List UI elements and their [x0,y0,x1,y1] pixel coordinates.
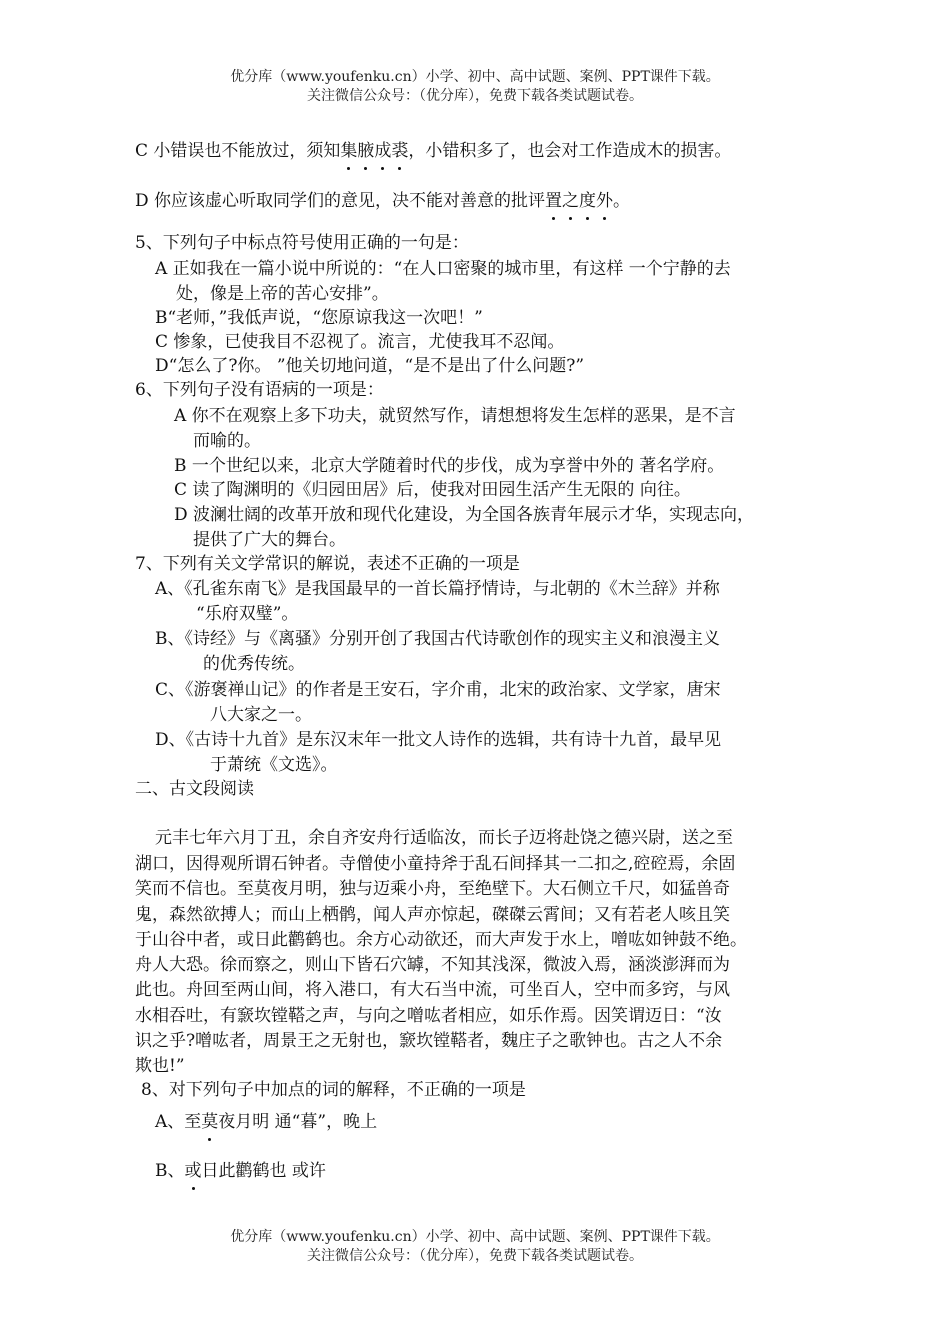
q5-option-c: C 惨象，已使我目不忍视了。流言，尤使我耳不忍闻。 [155,332,565,352]
emphasis-char: 成 [374,141,392,161]
emphasis-char: 腋 [357,141,375,161]
emphasis-char: 集 [340,141,358,161]
q5-stem: 5、下列句子中标点符号使用正确的一句是： [135,233,469,253]
q6-option-d-cont: 提供了广大的舞台。 [193,530,346,550]
passage-line: 舟人大恐。徐而察之，则山下皆石穴罅，不知其浅深，微波入焉，涵淡澎湃而为 [135,955,730,975]
q7-option-b: B、《诗经》与《离骚》分别开创了我国古代诗歌创作的现实主义和浪漫主义 [155,629,720,649]
emphasis-char: 或 [184,1161,202,1181]
q6-option-a: A 你不在观察上多下功夫，就贸然写作，请想想将发生怎样的恶果，是不言 [174,406,736,426]
q7-option-a-cont: “乐府双璧”。 [196,604,299,624]
q6-option-b: B 一个世纪以来，北京大学随着时代的步伐，成为享誉中外的 著名学府。 [174,456,725,476]
q7-stem: 7、下列有关文学常识的解说，表述不正确的一项是 [135,554,520,574]
section-title: 二、古文段阅读 [135,779,254,799]
q8-option-b: B、或日此鹳鹤也 或许 [155,1161,326,1181]
q4-option-c: C 小错误也不能放过，须知集腋成裘，小错积多了，也会对工作造成木的损害。 [135,141,732,161]
passage-line: 鬼，森然欲搏人；而山上栖鹘，闻人声亦惊起，磔磔云霄间；又有若老人咳且笑 [135,905,730,925]
page-footer [0,1228,950,1266]
emphasis-char: 外 [596,191,614,211]
header-line-2: 关注微信公众号：（优分库），免费下载各类试题试卷。 [307,88,643,104]
q5-option-a: A 正如我在一篇小说中所说的：“在人口密聚的城市里，有这样 一个宁静的去 [155,259,731,279]
emphasis-char: 之 [562,191,580,211]
q7-option-d: D、《古诗十九首》是东汉末年一批文人诗作的选辑，共有诗十九首，最早见 [155,730,722,750]
q7-option-b-cont: 的优秀传统。 [203,654,305,674]
emphasis-char: 度 [579,191,597,211]
passage-line: 此也。舟回至两山间，将入港口，有大石当中流，可坐百人，空中而多窍，与风 [135,980,730,1000]
passage-line: 元丰七年六月丁丑，余自齐安舟行适临汝，而长子迈将赴饶之德兴尉，送之至 [155,828,733,848]
passage-line: 湖口，因得观所谓石钟者。寺僧使小童持斧于乱石间择其一二扣之,硿硿焉，余固 [135,854,736,874]
q7-option-a: A、《孔雀东南飞》是我国最早的一首长篇抒情诗，与北朝的《木兰辞》并称 [155,579,720,599]
passage-line: 水相吞吐，有窾坎镗鞳之声，与向之噌吰者相应，如乐作焉。因笑谓迈日：“汝 [135,1006,722,1026]
q4-option-d: D 你应该虚心听取同学们的意见，决不能对善意的批评置之度外。 [135,191,631,211]
q7-option-d-cont: 于萧统《文选》。 [210,755,338,775]
q5-option-a-cont: 处，像是上帝的苦心安排”。 [176,284,389,304]
passage-line: 于山谷中者，或日此鹳鹤也。余方心动欲还，而大声发于水上，噌吰如钟鼓不绝。 [135,930,747,950]
q6-option-c: C 读了陶渊明的《归园田居》后，使我对田园生活产生无限的 向往。 [174,480,691,500]
q5-option-d: D“怎么了?你。 ”他关切地问道，“是不是出了什么问题?” [155,356,585,376]
q8-option-a: A、至莫夜月明 通“暮”，晚上 [155,1112,378,1132]
q7-option-c-cont: 八大家之一。 [210,705,312,725]
page-header [0,68,950,106]
emphasis-char: 莫 [201,1112,219,1132]
header-line-1: 优分库（www.youfenku.cn）小学、初中、高中试题、案例、PPT课件下载。 [230,69,720,85]
q8-stem: 8、对下列句子中加点的词的解释，不正确的一项是 [141,1080,526,1100]
emphasis-char: 置 [545,191,563,211]
emphasis-char: 裘 [391,141,409,161]
footer-line-1: 优分库（www.youfenku.cn）小学、初中、高中试题、案例、PPT课件下载。 [230,1229,720,1245]
q6-option-d: D 波澜壮阔的改革开放和现代化建设，为全国各族青年展示才华，实现志向， [174,505,755,525]
q6-option-a-cont: 而喻的。 [193,431,261,451]
passage-line: 欺也!” [135,1056,185,1076]
passage-line: 笑而不信也。至莫夜月明，独与迈乘小舟，至绝壁下。大石侧立千尺，如猛兽奇 [135,879,730,899]
passage-line: 识之乎?噌吰者，周景王之无射也，窾坎镗鞳者，魏庄子之歌钟也。古之人不余 [135,1031,723,1051]
q6-stem: 6、下列句子没有语病的一项是： [135,380,384,400]
footer-line-2: 关注微信公众号：（优分库），免费下载各类试题试卷。 [307,1248,643,1264]
q5-option-b: B“老师，”我低声说，“您原谅我这一次吧！” [155,308,483,328]
q7-option-c: C、《游褒禅山记》的作者是王安石，字介甫，北宋的政治家、文学家，唐宋 [155,680,721,700]
